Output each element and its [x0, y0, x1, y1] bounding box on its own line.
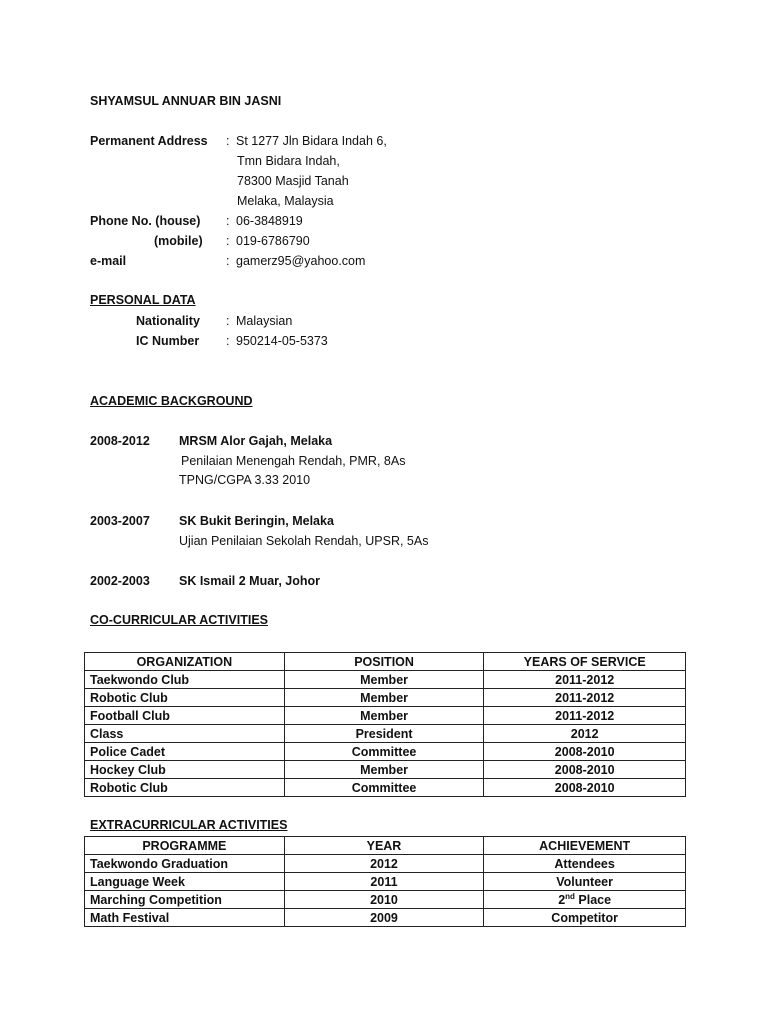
- achievement-cell: Competitor: [484, 909, 686, 927]
- organization-cell: Hockey Club: [85, 761, 285, 779]
- extracurricular-table: [84, 836, 686, 927]
- address-line: 78300 Masjid Tanah: [237, 174, 349, 188]
- address-line: St 1277 Jln Bidara Indah 6,: [236, 134, 387, 148]
- table-header-row: [85, 653, 686, 671]
- cocurricular-table: [84, 652, 686, 797]
- personal-data-heading: PERSONAL DATA: [90, 293, 196, 307]
- organization-cell: Football Club: [85, 707, 285, 725]
- position-cell: President: [284, 725, 484, 743]
- table-row: [85, 725, 686, 743]
- position-cell: Member: [284, 689, 484, 707]
- nationality-colon: :: [226, 314, 230, 328]
- achievement-cell: Volunteer: [484, 873, 686, 891]
- programme-cell: Math Festival: [85, 909, 285, 927]
- table-row: [85, 671, 686, 689]
- years-cell: 2011-2012: [484, 707, 686, 725]
- phone-house-value: 06-3848919: [236, 214, 303, 228]
- position-cell: Member: [284, 671, 484, 689]
- table-row: [85, 891, 686, 909]
- programme-cell: Marching Competition: [85, 891, 285, 909]
- email-colon: :: [226, 254, 230, 268]
- years-cell: 2011-2012: [484, 671, 686, 689]
- column-header: ACHIEVEMENT: [484, 837, 686, 855]
- table-row: [85, 689, 686, 707]
- table-row: [85, 855, 686, 873]
- organization-cell: Police Cadet: [85, 743, 285, 761]
- place-word: Place: [578, 892, 612, 907]
- programme-cell: Language Week: [85, 873, 285, 891]
- table-row: [85, 707, 686, 725]
- years-cell: 2011-2012: [484, 689, 686, 707]
- address-line: Melaka, Malaysia: [237, 194, 334, 208]
- nationality-label: Nationality: [136, 314, 200, 328]
- column-header: PROGRAMME: [85, 837, 285, 855]
- table-row: [85, 779, 686, 797]
- column-header: YEAR: [284, 837, 484, 855]
- academic-years: 2002-2003: [90, 574, 150, 588]
- table-row: [85, 743, 686, 761]
- organization-cell: Robotic Club: [85, 779, 285, 797]
- organization-cell: Class: [85, 725, 285, 743]
- table-row: [85, 909, 686, 927]
- year-cell: 2011: [284, 873, 484, 891]
- address-colon: :: [226, 134, 230, 148]
- cocurricular-heading: CO-CURRICULAR ACTIVITIES: [90, 613, 269, 627]
- years-cell: 2012: [484, 725, 686, 743]
- academic-school: MRSM Alor Gajah, Melaka: [179, 434, 333, 448]
- email-label: e-mail: [90, 254, 127, 268]
- academic-heading: ACADEMIC BACKGROUND: [90, 394, 253, 408]
- academic-years: 2003-2007: [90, 514, 150, 528]
- column-header: ORGANIZATION: [85, 653, 285, 671]
- phone-mobile-colon: :: [226, 234, 230, 248]
- year-cell: 2009: [284, 909, 484, 927]
- table-row: [85, 873, 686, 891]
- programme-cell: Taekwondo Graduation: [85, 855, 285, 873]
- achievement-cell: [484, 891, 686, 909]
- phone-house-colon: :: [226, 214, 230, 228]
- place-number: 2: [558, 892, 566, 907]
- years-cell: 2008-2010: [484, 779, 686, 797]
- position-cell: Member: [284, 707, 484, 725]
- year-cell: 2012: [284, 855, 484, 873]
- table-row: [85, 761, 686, 779]
- phone-mobile-label: (mobile): [154, 234, 203, 248]
- candidate-name: SHYAMSUL ANNUAR BIN JASNI: [90, 94, 282, 108]
- academic-school: SK Ismail 2 Muar, Johor: [179, 574, 321, 588]
- academic-school: SK Bukit Beringin, Melaka: [179, 514, 334, 528]
- academic-detail: Penilaian Menengah Rendah, PMR, 8As: [181, 454, 406, 468]
- place-suffix: nd: [565, 891, 575, 901]
- table-header-row: [85, 837, 686, 855]
- extracurricular-heading: EXTRACURRICULAR ACTIVITIES: [90, 818, 288, 832]
- academic-detail: Ujian Penilaian Sekolah Rendah, UPSR, 5As: [179, 534, 429, 548]
- position-cell: Committee: [284, 743, 484, 761]
- address-label: Permanent Address: [90, 134, 208, 148]
- ic-label: IC Number: [136, 334, 200, 348]
- years-cell: 2008-2010: [484, 761, 686, 779]
- phone-house-label: Phone No. (house): [90, 214, 201, 228]
- email-value: gamerz95@yahoo.com: [236, 254, 366, 268]
- ic-value: 950214-05-5373: [236, 334, 328, 348]
- address-line: Tmn Bidara Indah,: [237, 154, 340, 168]
- ic-colon: :: [226, 334, 230, 348]
- academic-detail: TPNG/CGPA 3.33 2010: [179, 473, 311, 487]
- phone-mobile-value: 019-6786790: [236, 234, 310, 248]
- years-cell: 2008-2010: [484, 743, 686, 761]
- organization-cell: Robotic Club: [85, 689, 285, 707]
- column-header: YEARS OF SERVICE: [484, 653, 686, 671]
- year-cell: 2010: [284, 891, 484, 909]
- position-cell: Committee: [284, 779, 484, 797]
- organization-cell: Taekwondo Club: [85, 671, 285, 689]
- nationality-value: Malaysian: [236, 314, 293, 328]
- achievement-cell: Attendees: [484, 855, 686, 873]
- position-cell: Member: [284, 761, 484, 779]
- academic-years: 2008-2012: [90, 434, 150, 448]
- column-header: POSITION: [284, 653, 484, 671]
